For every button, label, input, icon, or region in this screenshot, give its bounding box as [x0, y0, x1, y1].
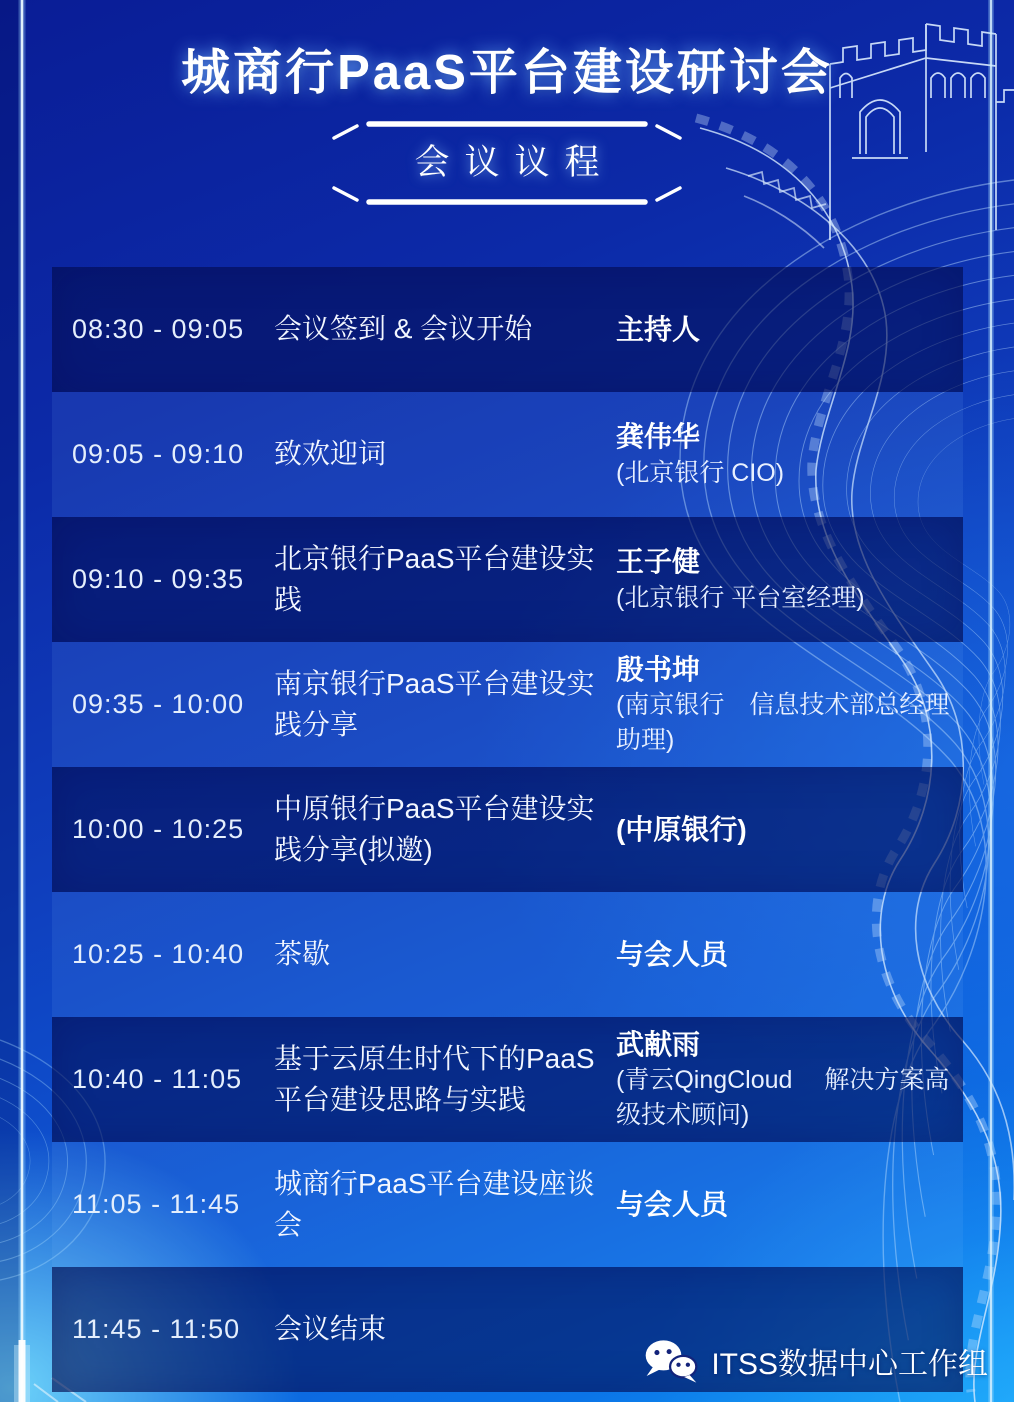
agenda-speaker [616, 1186, 963, 1224]
agenda-table [52, 267, 963, 1392]
badge-bottom-line [327, 186, 687, 210]
page-title: 城商行PaaS平台建设研讨会 [181, 46, 833, 100]
agenda-time: 09:35 - 10:00 [72, 689, 245, 719]
agenda-topic: 北京银行PaaS平台建设实践 [274, 542, 595, 615]
agenda-time: 11:45 - 11:50 [72, 1314, 241, 1344]
agenda-speaker [616, 543, 963, 616]
watermark-label: ITSS数据中心工作组 [711, 1348, 988, 1381]
speaker-affiliation: (青云QingCloud 解决方案高级技术顾问) [616, 1066, 950, 1130]
agenda-speaker [616, 1026, 963, 1134]
speaker-name: 王子健 [616, 546, 701, 578]
badge-top-line [327, 116, 687, 140]
speaker-affiliation: (北京银行 平台室经理) [616, 583, 865, 612]
agenda-row [52, 892, 963, 1017]
speaker-name: 与会人员 [616, 1188, 729, 1220]
agenda-topic: 城商行PaaS平台建设座谈会 [274, 1167, 595, 1240]
agenda-row [52, 1017, 963, 1142]
agenda-row [52, 392, 963, 517]
speaker-affiliation: (北京银行 CIO) [616, 458, 785, 487]
agenda-row [52, 517, 963, 642]
agenda-topic: 致欢迎词 [274, 438, 387, 470]
watermark [641, 1336, 988, 1386]
agenda-topic: 会议签到 & 会议开始 [274, 313, 533, 345]
agenda-speaker [616, 418, 963, 491]
speaker-name: 武献雨 [616, 1028, 701, 1060]
left-edge-shade [0, 0, 20, 1402]
agenda-time: 08:30 - 09:05 [72, 314, 245, 344]
agenda-time: 10:00 - 10:25 [72, 814, 245, 844]
agenda-row [52, 1142, 963, 1267]
agenda-speaker [616, 811, 963, 849]
agenda-time: 09:05 - 09:10 [72, 439, 245, 469]
agenda-speaker [616, 311, 963, 349]
agenda-row [52, 267, 963, 392]
speaker-name: 与会人员 [616, 938, 729, 970]
wechat-icon [641, 1336, 701, 1386]
agenda-badge [317, 116, 697, 210]
agenda-speaker [616, 651, 963, 759]
speaker-name: 龚伟华 [616, 421, 701, 453]
agenda-row [52, 767, 963, 892]
speaker-name: 主持人 [616, 313, 701, 345]
speaker-name: 殷书坤 [616, 653, 701, 685]
agenda-time: 09:10 - 09:35 [72, 564, 245, 594]
agenda-time: 10:40 - 11:05 [72, 1064, 243, 1094]
agenda-topic: 南京银行PaaS平台建设实践分享 [274, 667, 595, 740]
agenda-topic: 茶歇 [274, 938, 331, 970]
agenda-topic: 中原银行PaaS平台建设实践分享(拟邀) [274, 792, 595, 865]
agenda-time: 11:05 - 11:45 [72, 1189, 241, 1219]
agenda-row [52, 642, 963, 767]
agenda-topic: 会议结束 [274, 1313, 387, 1345]
speaker-affiliation: (南京银行 信息技术部总经理助理) [616, 691, 950, 755]
badge-label: 会议议程 [414, 143, 615, 182]
agenda-time: 10:25 - 10:40 [72, 939, 245, 969]
agenda-topic: 基于云原生时代下的PaaS平台建设思路与实践 [274, 1042, 595, 1115]
agenda-speaker [616, 936, 963, 974]
speaker-name: (中原银行) [616, 813, 747, 845]
